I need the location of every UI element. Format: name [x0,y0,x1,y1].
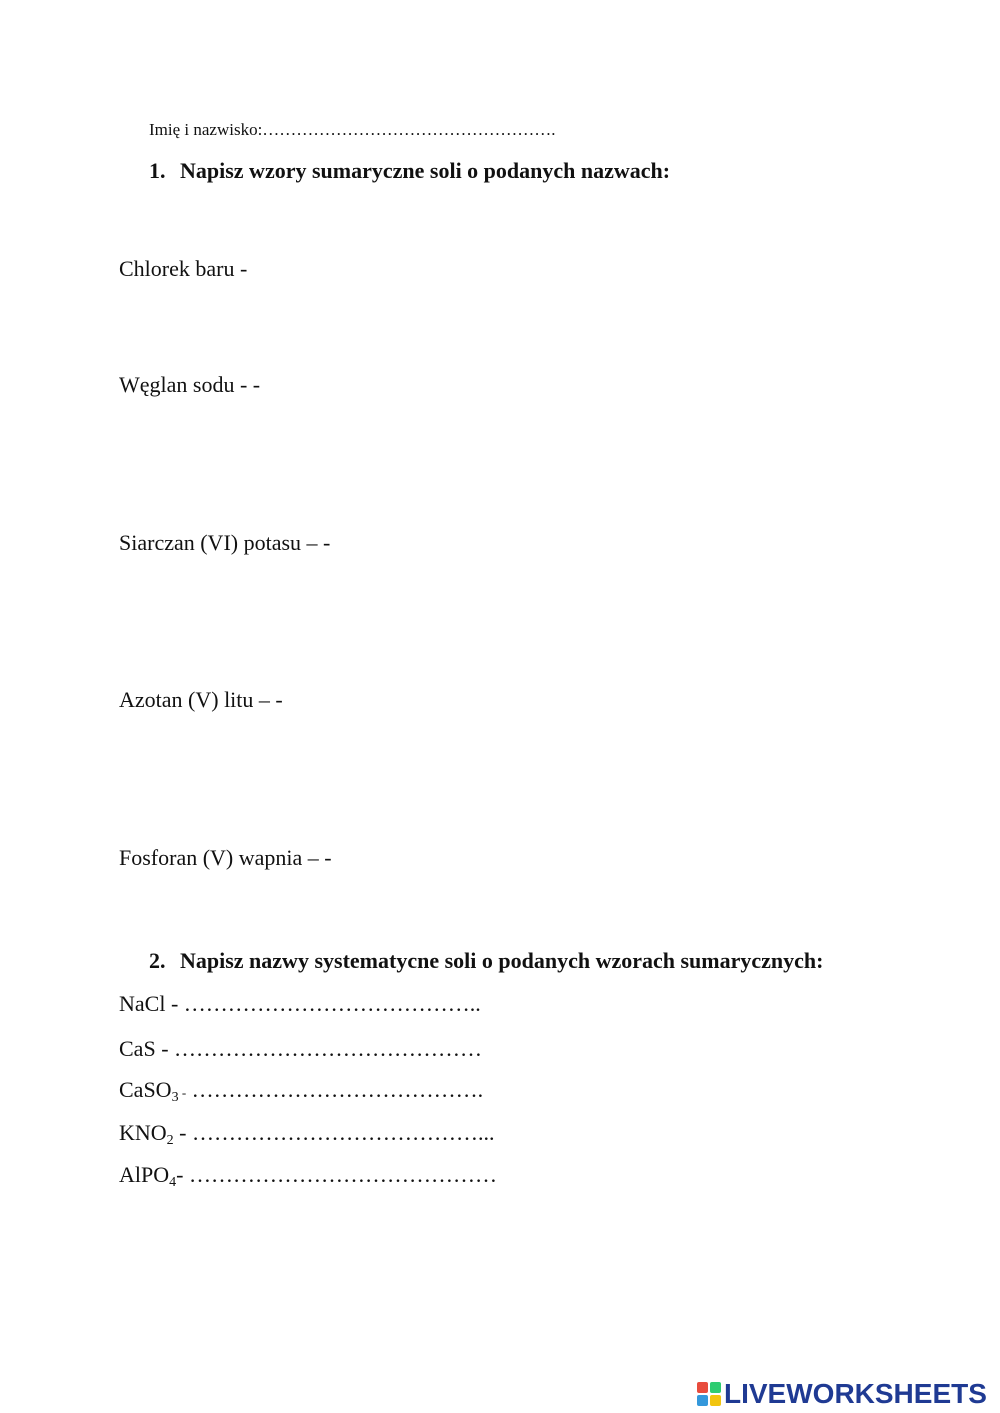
task-1-number: 1. [149,158,166,183]
answer-dots: - …………………………………… [155,1036,483,1061]
formula-text: CaSO [119,1077,172,1102]
formula-text: NaCl [119,991,166,1016]
formula-item [119,1162,497,1188]
formula-item [119,1036,482,1062]
answer-dots: - …………………………………… [176,1162,497,1187]
salt-name-item: Siarczan (VI) potasu – - [119,530,331,555]
salt-name-item: Fosforan (V) wapnia – - [119,845,332,870]
logo-square [710,1382,721,1393]
logo-text: LIVEWORKSHEETS [724,1378,987,1409]
logo-square [697,1382,708,1393]
formula-item [119,991,481,1017]
answer-dots: - ………………………………….. [165,991,481,1016]
formula-text: KNO [119,1120,167,1145]
salt-name-item: Chlorek baru - [119,256,248,281]
formula-dash: - [178,1085,187,1100]
task-2-number: 2. [149,948,166,973]
formula-text: AlPO [119,1162,170,1187]
formula-text: CaS [119,1036,156,1061]
task-2-title [149,948,823,974]
liveworksheets-grid-icon [697,1382,721,1406]
formula-subscript: 2 [166,1133,174,1148]
task-1-instruction: Napisz wzory sumaryczne soli o podanych nazwach: [180,158,671,183]
logo-square [710,1395,721,1406]
formula-subscript: 4 [169,1175,177,1190]
answer-dots: …………………………………. [186,1077,484,1102]
answer-dots: - …………………………………... [173,1120,495,1145]
logo-square [697,1395,708,1406]
salt-name-item: Azotan (V) litu – - [119,687,283,712]
formula-item [119,1120,495,1146]
task-2-instruction: Napisz nazwy systematycne soli o podanych wzorach sumarycznych: [180,948,824,973]
name-field-line: Imię i nazwisko:……………………………………………. [149,120,556,139]
salt-name-item: Węglan sodu - - [119,372,261,397]
task-1-title [149,158,670,184]
liveworksheets-logo [697,1378,987,1410]
formula-subscript: 3 [171,1090,179,1105]
formula-item [119,1077,483,1103]
